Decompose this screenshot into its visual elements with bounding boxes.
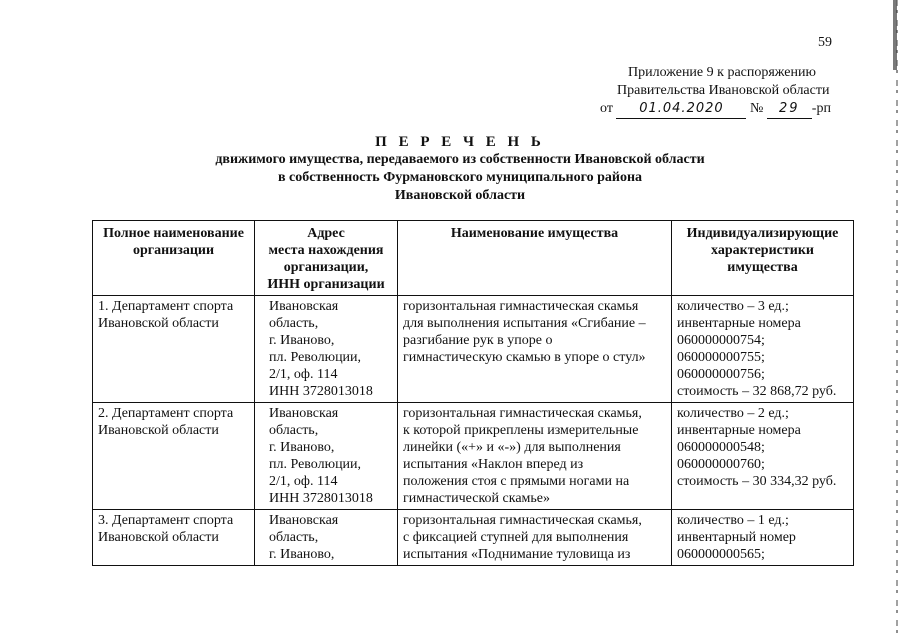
property-table xyxy=(92,220,854,566)
cell-line: стоимость – 32 868,72 руб. xyxy=(677,384,837,399)
cell-line: положения стоя с прямыми ногами на xyxy=(403,474,630,489)
cell-line: 060000000760; xyxy=(677,457,765,472)
cell-property xyxy=(398,403,672,510)
header-org xyxy=(93,221,255,296)
cell-line: гимнастической скамье» xyxy=(403,491,550,506)
title-line-3: Ивановской области xyxy=(394,188,526,203)
cell-line: 2/1, оф. 114 xyxy=(269,474,338,489)
header-property xyxy=(398,221,672,296)
header-line: организации xyxy=(132,243,215,258)
cell-line: для выполнения испытания «Сгибание – xyxy=(403,316,646,331)
appendix-header xyxy=(600,64,860,119)
header-line: Адрес xyxy=(307,226,345,241)
table-header-row xyxy=(93,221,854,296)
cell-line: линейки («+» и «-») для выполнения xyxy=(403,440,621,455)
cell-line: с фиксацией ступней для выполнения xyxy=(403,530,629,545)
header-line: Наименование имущества xyxy=(450,226,619,241)
table-row xyxy=(93,510,854,566)
cell-line: инвентарные номера xyxy=(677,423,801,438)
cell-line: горизонтальная гимнастическая скамья xyxy=(403,299,639,314)
cell-line: 1. Департамент спорта xyxy=(98,299,234,314)
table-row xyxy=(93,403,854,510)
cell-line: горизонтальная гимнастическая скамья, xyxy=(403,406,642,421)
appendix-line-1: Приложение 9 к распоряжению xyxy=(628,65,816,80)
header-line: организации, xyxy=(283,260,369,275)
title-heading: П Е Р Е Ч Е Н Ь xyxy=(375,134,545,150)
cell-line: 060000000754; xyxy=(677,333,765,348)
cell-line: инвентарные номера xyxy=(677,316,801,331)
header-address xyxy=(255,221,398,296)
cell-address xyxy=(255,296,398,403)
header-line: имущества xyxy=(727,260,798,275)
cell-address xyxy=(255,403,398,510)
cell-line: ИНН 3728013018 xyxy=(269,491,373,506)
header-line: места нахождения xyxy=(268,243,384,258)
cell-line: область, xyxy=(269,316,319,331)
cell-line: испытания «Наклон вперед из xyxy=(403,457,584,472)
header-line: характеристики xyxy=(711,243,814,258)
cell-property xyxy=(398,296,672,403)
cell-line: к которой прикреплены измерительные xyxy=(403,423,639,438)
cell-line: 060000000755; xyxy=(677,350,765,365)
cell-line: инвентарный номер xyxy=(677,530,796,545)
page-number: 59 xyxy=(818,35,832,50)
cell-line: количество – 1 ед.; xyxy=(677,513,789,528)
cell-line: 2. Департамент спорта xyxy=(98,406,234,421)
appendix-line-2: Правительства Ивановской области xyxy=(617,83,830,98)
cell-address xyxy=(255,510,398,566)
scan-edge-line xyxy=(896,0,898,640)
cell-line: Ивановская xyxy=(269,299,339,314)
number-label: № xyxy=(749,101,764,116)
table-body xyxy=(93,296,854,566)
handwritten-number: 29 xyxy=(767,100,812,119)
cell-line: стоимость – 30 334,32 руб. xyxy=(677,474,837,489)
cell-line: г. Иваново, xyxy=(269,440,335,455)
cell-characteristics xyxy=(672,510,854,566)
appendix-date-line xyxy=(600,100,860,119)
cell-line: Ивановская xyxy=(269,513,339,528)
cell-line: г. Иваново, xyxy=(269,547,335,562)
cell-line: разгибание рук в упоре о xyxy=(403,333,553,348)
title-line-2: в собственность Фурмановского муниципального района xyxy=(277,170,643,185)
cell-line: Ивановской области xyxy=(98,316,219,331)
header-line: Индивидуализирующие xyxy=(686,226,839,241)
cell-org xyxy=(93,296,255,403)
cell-line: г. Иваново, xyxy=(269,333,335,348)
cell-line: горизонтальная гимнастическая скамья, xyxy=(403,513,642,528)
cell-org xyxy=(93,403,255,510)
cell-line: количество – 2 ед.; xyxy=(677,406,789,421)
table-row xyxy=(93,296,854,403)
cell-line: гимнастическую скамью в упоре о стул» xyxy=(403,350,646,365)
title-line-1: движимого имущества, передаваемого из собственности Ивановской области xyxy=(215,152,705,167)
cell-line: Ивановской области xyxy=(98,423,219,438)
cell-characteristics xyxy=(672,296,854,403)
cell-line: область, xyxy=(269,423,319,438)
from-label: от xyxy=(600,101,613,116)
header-characteristics xyxy=(672,221,854,296)
cell-line: 3. Департамент спорта xyxy=(98,513,234,528)
cell-line: Ивановская xyxy=(269,406,339,421)
handwritten-date: 01.04.2020 xyxy=(616,100,746,119)
cell-characteristics xyxy=(672,403,854,510)
cell-property xyxy=(398,510,672,566)
cell-line: 060000000565; xyxy=(677,547,765,562)
cell-line: пл. Революции, xyxy=(269,457,362,472)
cell-org xyxy=(93,510,255,566)
document-title xyxy=(150,133,770,205)
cell-line: область, xyxy=(269,530,319,545)
cell-line: 2/1, оф. 114 xyxy=(269,367,338,382)
cell-line: Ивановской области xyxy=(98,530,219,545)
cell-line: ИНН 3728013018 xyxy=(269,384,373,399)
header-line: ИНН организации xyxy=(267,277,385,292)
cell-line: количество – 3 ед.; xyxy=(677,299,789,314)
cell-line: пл. Революции, xyxy=(269,350,362,365)
cell-line: 060000000756; xyxy=(677,367,765,382)
cell-line: 060000000548; xyxy=(677,440,765,455)
cell-line: испытания «Поднимание туловища из xyxy=(403,547,631,562)
number-suffix: -рп xyxy=(811,101,831,116)
header-line: Полное наименование xyxy=(103,226,244,241)
